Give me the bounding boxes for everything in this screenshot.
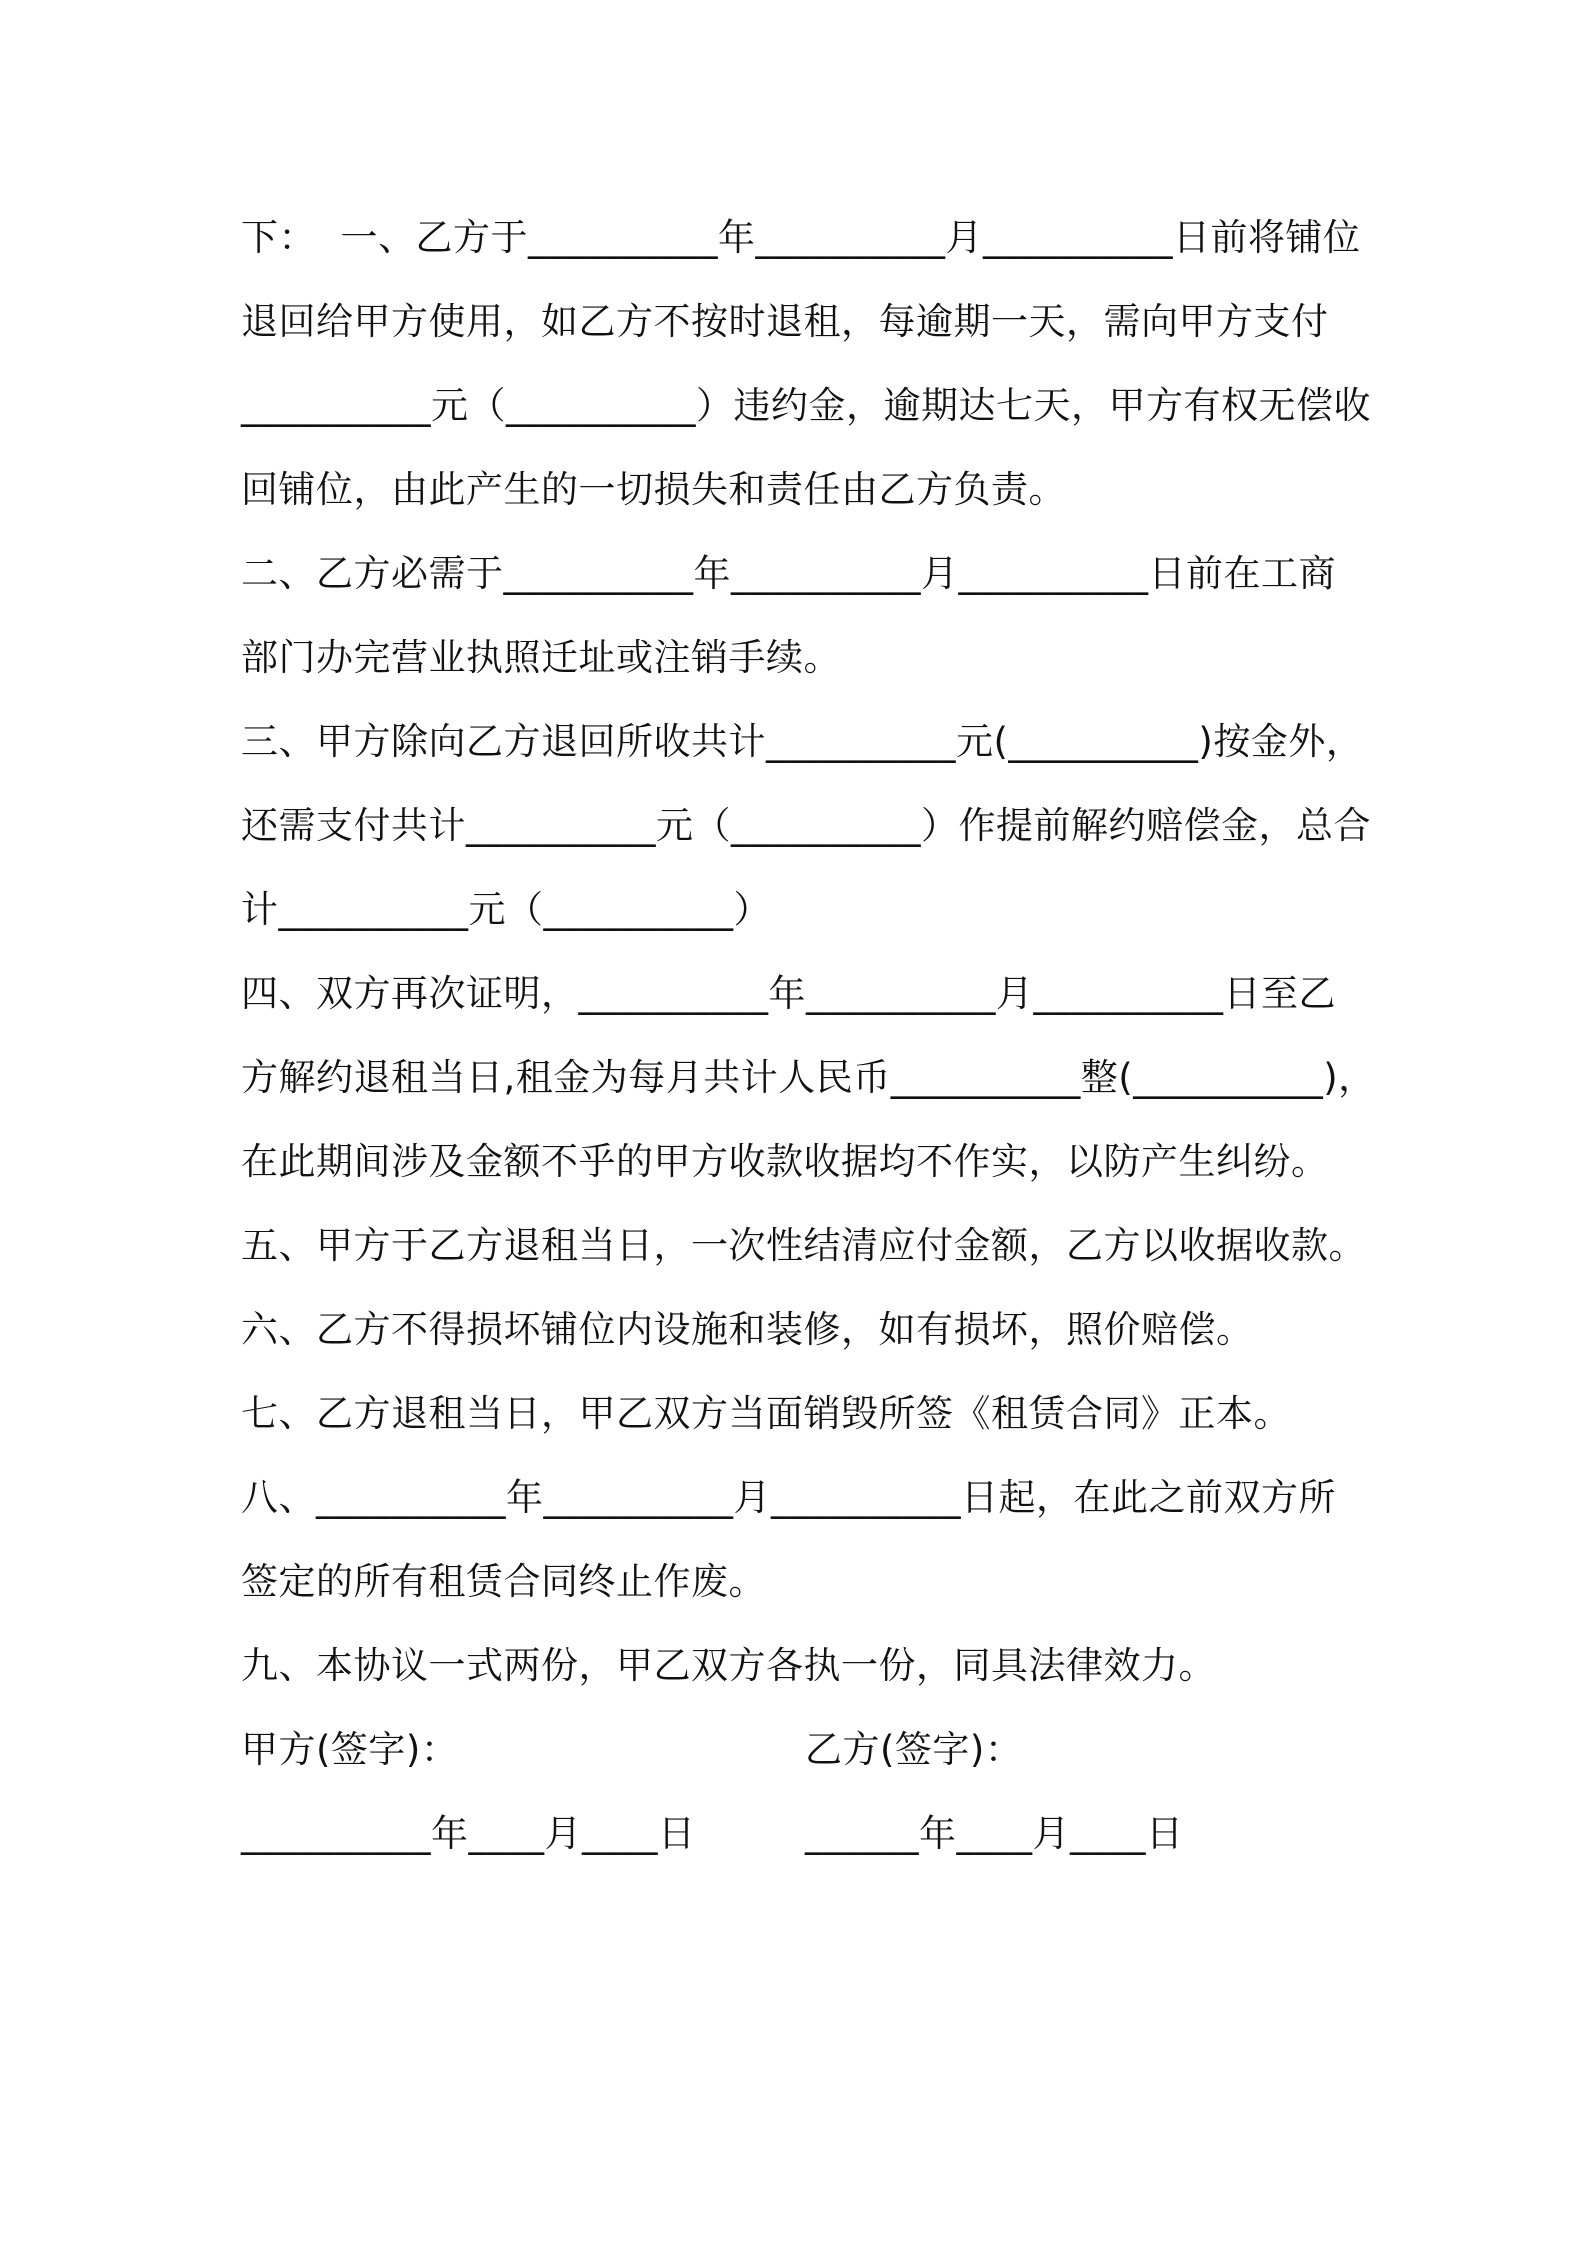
clause-line: 三、甲方除向乙方退回所收共计__________元(__________)按金外， <box>241 720 1364 763</box>
clause-line: 七、乙方退租当日，甲乙双方当面销毁所签《租赁合同》正本。 <box>241 1392 1291 1435</box>
clause-line: 还需支付共计__________元（__________）作提前解约赔偿金，总合 <box>241 804 1371 847</box>
signature-dates-row <box>241 1792 1391 1876</box>
agreement-body <box>241 196 1391 1708</box>
party-a-signature-label: 甲方(签字)： <box>241 1728 459 1771</box>
clause-line: 六、乙方不得损坏铺位内设施和装修，如有损坏，照价赔偿。 <box>241 1308 1254 1351</box>
clause-line: 下： 一、乙方于__________年__________月__________日前将铺位 <box>241 216 1361 259</box>
party-b-signature-date: ______年____月____日 <box>805 1812 1184 1855</box>
clause-line: 退回给甲方使用，如乙方不按时退租，每逾期一天，需向甲方支付 <box>241 300 1329 343</box>
clause-line: 回铺位，由此产生的一切损失和责任由乙方负责。 <box>241 468 1066 511</box>
clause-line: 方解约退租当日,租金为每月共计人民币__________整(__________)， <box>241 1056 1376 1099</box>
clause-line: 四、双方再次证明，__________年__________月__________日至乙 <box>241 972 1336 1015</box>
clause-line: 在此期间涉及金额不乎的甲方收款收据均不作实，以防产生纠纷。 <box>241 1140 1329 1183</box>
clause-line: 八、__________年__________月__________日起，在此之前双方所 <box>241 1476 1336 1519</box>
clause-line: 部门办完营业执照迁址或注销手续。 <box>241 636 841 679</box>
party-b-signature-label: 乙方(签字)： <box>805 1728 1023 1771</box>
party-a-signature-date: __________年____月____日 <box>241 1812 696 1855</box>
clause-line: 五、甲方于乙方退租当日，一次性结清应付金额，乙方以收据收款。 <box>241 1224 1366 1267</box>
clause-line: 二、乙方必需于__________年__________月__________日前在工商 <box>241 552 1336 595</box>
clause-line: 计__________元（__________） <box>241 888 771 931</box>
clause-line: 签定的所有租赁合同终止作废。 <box>241 1560 766 1603</box>
clause-line: 九、本协议一式两份，甲乙双方各执一份，同具法律效力。 <box>241 1644 1216 1687</box>
signature-labels-row <box>241 1708 1391 1792</box>
clause-line: __________元（__________）违约金，逾期达七天，甲方有权无偿收 <box>241 384 1371 427</box>
